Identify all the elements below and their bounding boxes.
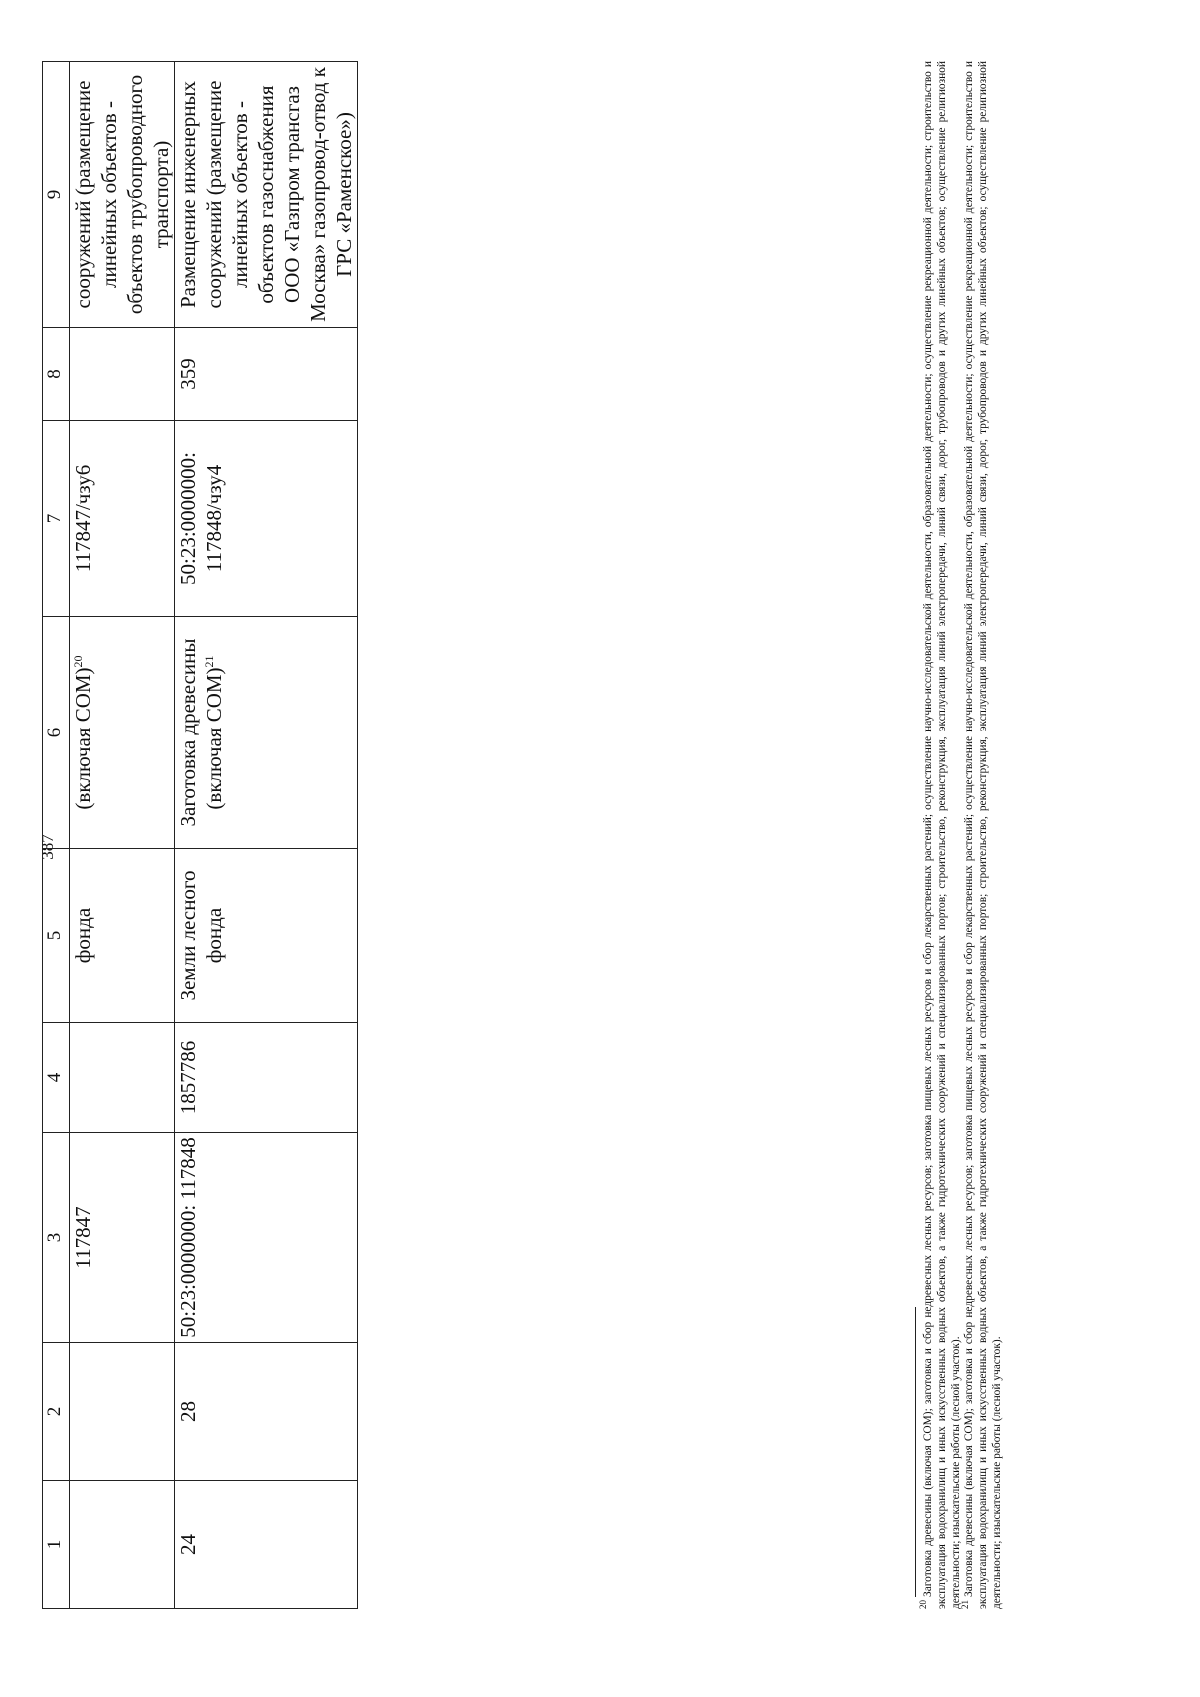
table-cell: 28 bbox=[175, 1343, 358, 1481]
table-cell bbox=[175, 617, 358, 849]
table-cell: 117847 bbox=[70, 1133, 175, 1343]
table-cell: Размещение инженерных сооружений (размещение линейных объектов - объектов газоснабжения ООО «Газпром трансгаз Москва» газопровод-отвод к ГРС «Раменское») bbox=[175, 62, 358, 328]
table-cell: фонда bbox=[70, 849, 175, 1023]
footnote-text: Заготовка древесины (включая СОМ); заготовка и сбор недревесных лесных ресурсов; заготовка пищевых лесных ресурсов и сбор лекарственных растений; осуществление научно-исследовательской деятельности, образовательной деятельности; осуществление рекреационной деятельности; строительство и эксплуатация водохранилищ и иных искусственных водных объектов, а также гидротехнических сооружений и специализированных портов; строительство, реконструкция, эксплуатация линий электропередачи, линий связи, дорог, трубопроводов и других линейных объектов; осуществление религиозной деятельности; изыскательские работы (лесной участок). bbox=[963, 61, 1003, 1609]
table-cell bbox=[70, 1023, 175, 1133]
table-cell bbox=[70, 1481, 175, 1609]
page-number: 387 bbox=[38, 834, 57, 860]
table-cell bbox=[70, 328, 175, 421]
column-header: 1 bbox=[43, 1481, 70, 1609]
column-header: 9 bbox=[43, 62, 70, 328]
land-plot-table bbox=[42, 61, 358, 1609]
column-header: 5 bbox=[43, 849, 70, 1023]
table-cell: 24 bbox=[175, 1481, 358, 1609]
table-header-row bbox=[43, 62, 70, 1609]
footnote bbox=[959, 61, 1004, 1609]
table-cell bbox=[70, 1343, 175, 1481]
footnote-mark: 20 bbox=[918, 1600, 929, 1609]
table-cell: 50:23:0000000: 117848/чзу4 bbox=[175, 421, 358, 617]
footnote-divider bbox=[915, 1307, 916, 1597]
table-cell: 117847/чзу6 bbox=[70, 421, 175, 617]
table-row bbox=[70, 62, 175, 1609]
footnote-text: Заготовка древесины (включая СОМ); заготовка и сбор недревесных лесных ресурсов; заготовка пищевых лесных ресурсов и сбор лекарственных растений; осуществление научно-исследовательской деятельности, образовательной деятельности; осуществление рекреационной деятельности; строительство и эксплуатация водохранилищ и иных искусственных водных объектов, а также гидротехнических сооружений и специализированных портов; строительство, реконструкция, эксплуатация линий электропередачи, линий связи, дорог, трубопроводов и других линейных объектов; осуществление религиозной деятельности; изыскательские работы (лесной участок). bbox=[922, 61, 962, 1609]
footnote-mark: 21 bbox=[959, 1600, 970, 1609]
column-header: 7 bbox=[43, 421, 70, 617]
cell-text: (включая СОМ) bbox=[71, 667, 95, 810]
table-row bbox=[175, 62, 358, 1609]
table-cell bbox=[70, 617, 175, 849]
footnotes bbox=[918, 61, 1005, 1609]
column-header: 8 bbox=[43, 328, 70, 421]
cell-text: Заготовка древесины (включая СОМ) bbox=[176, 638, 226, 827]
table-cell: 359 bbox=[175, 328, 358, 421]
table-cell: Земли лесного фонда bbox=[175, 849, 358, 1023]
footnote-ref: 20 bbox=[71, 655, 85, 668]
column-header: 6 bbox=[43, 617, 70, 849]
footnote-ref: 21 bbox=[202, 655, 216, 668]
column-header: 2 bbox=[43, 1343, 70, 1481]
footnote bbox=[918, 61, 963, 1609]
table-cell: сооружений (размещение линейных объектов - объектов трубопроводного транспорта) bbox=[70, 62, 175, 328]
table-cell: 1857786 bbox=[175, 1023, 358, 1133]
column-header: 4 bbox=[43, 1023, 70, 1133]
column-header: 3 bbox=[43, 1133, 70, 1343]
table-cell: 50:23:0000000: 117848 bbox=[175, 1133, 358, 1343]
